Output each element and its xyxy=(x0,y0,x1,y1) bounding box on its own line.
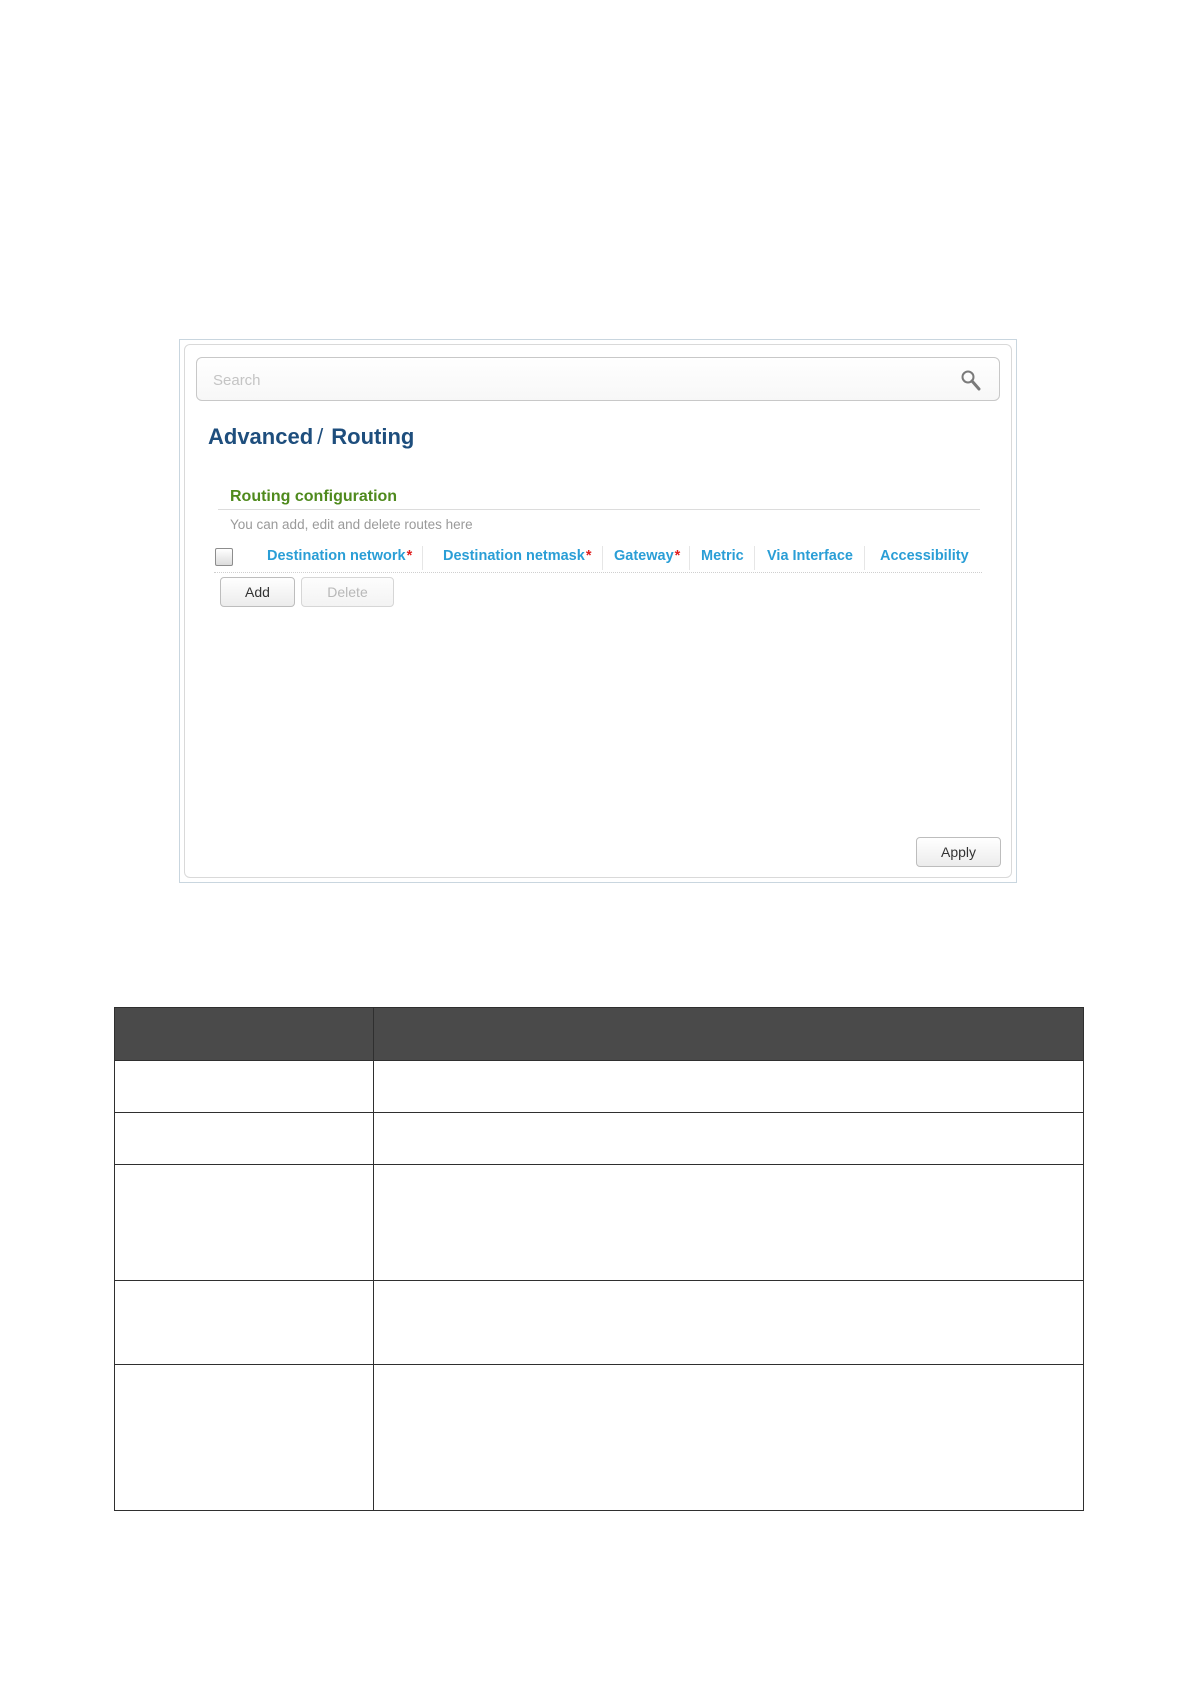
parameter-cell xyxy=(115,1113,374,1165)
description-cell xyxy=(374,1061,1084,1113)
parameter-cell xyxy=(115,1165,374,1281)
routes-table-header xyxy=(214,544,982,573)
table-header-cell xyxy=(115,1008,374,1061)
parameter-cell xyxy=(115,1281,374,1365)
description-cell xyxy=(374,1113,1084,1165)
description-cell xyxy=(374,1165,1084,1281)
parameter-cell xyxy=(115,1365,374,1511)
search-icon[interactable] xyxy=(959,368,983,392)
column-metric[interactable]: Metric xyxy=(701,548,744,564)
apply-button[interactable]: Apply xyxy=(916,837,1001,867)
parameter-table xyxy=(114,1007,1084,1511)
description-cell xyxy=(374,1281,1084,1365)
search-bar xyxy=(196,357,1000,401)
table-row xyxy=(115,1281,1084,1365)
column-divider xyxy=(754,546,755,570)
breadcrumb-separator: / xyxy=(317,424,324,449)
column-accessibility[interactable]: Accessibility xyxy=(880,548,969,564)
parameter-cell xyxy=(115,1061,374,1113)
table-header-cell xyxy=(374,1008,1084,1061)
table-header-row xyxy=(115,1008,1084,1061)
required-mark: * xyxy=(674,548,681,564)
search-input[interactable] xyxy=(211,368,935,392)
table-row xyxy=(115,1165,1084,1281)
required-mark: * xyxy=(585,548,592,564)
column-destination-netmask[interactable]: Destination netmask* xyxy=(443,548,592,564)
section-divider xyxy=(218,509,980,510)
table-row xyxy=(115,1061,1084,1113)
breadcrumb xyxy=(208,424,414,454)
breadcrumb-page: Routing xyxy=(331,424,415,449)
table-row xyxy=(115,1113,1084,1165)
select-all-checkbox[interactable] xyxy=(215,548,233,566)
column-gateway[interactable]: Gateway* xyxy=(614,548,681,564)
add-button[interactable]: Add xyxy=(220,577,295,607)
breadcrumb-section[interactable]: Advanced xyxy=(208,424,314,449)
column-divider xyxy=(864,546,865,570)
column-destination-network[interactable]: Destination network* xyxy=(267,548,413,564)
section-description: You can add, edit and delete routes here xyxy=(230,517,473,532)
column-divider xyxy=(422,546,423,570)
column-via-interface[interactable]: Via Interface xyxy=(767,548,853,564)
column-divider xyxy=(602,546,603,570)
column-divider xyxy=(689,546,690,570)
required-mark: * xyxy=(406,548,413,564)
table-row xyxy=(115,1365,1084,1511)
delete-button[interactable]: Delete xyxy=(301,577,394,607)
section-title: Routing configuration xyxy=(230,488,398,505)
description-cell xyxy=(374,1365,1084,1511)
